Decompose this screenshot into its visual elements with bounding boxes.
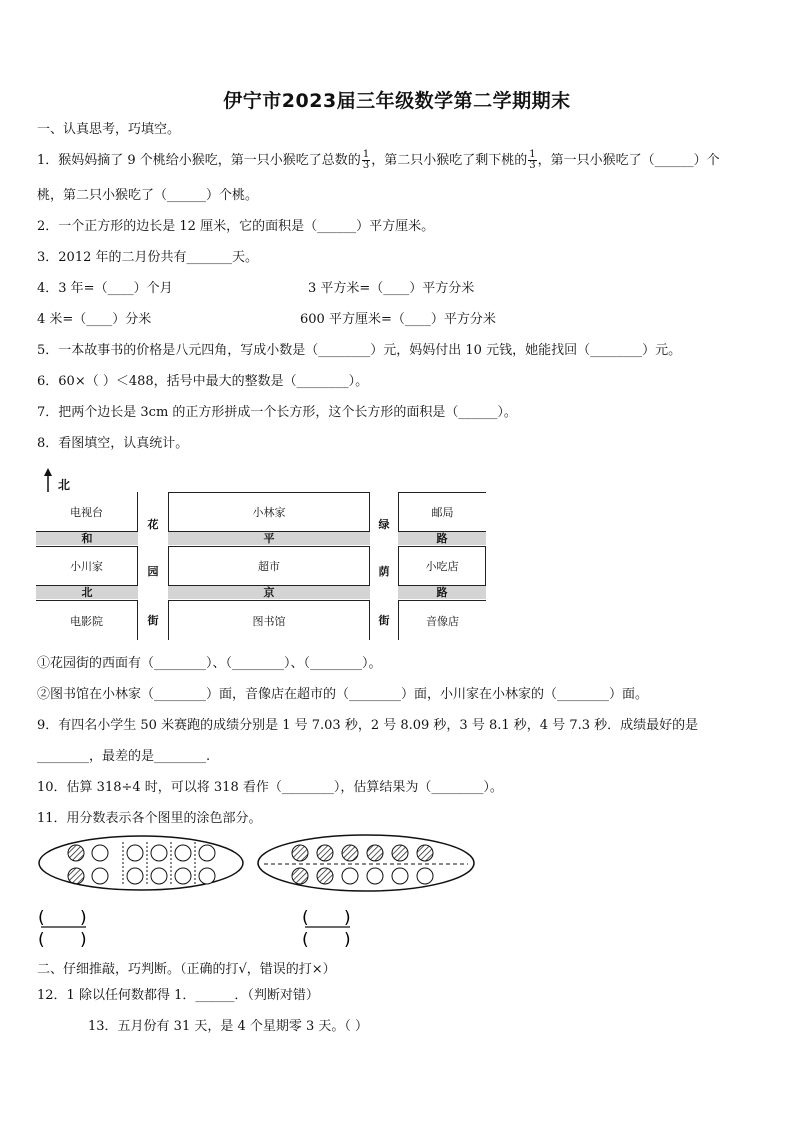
section-2-heading: 二、仔细推敲，巧判断。（正确的打√，错误的打×） bbox=[37, 962, 336, 977]
section-1-heading: 一、认真思考，巧填空。 bbox=[37, 122, 181, 137]
question-4b: 3 平方米=（____）平方分米 bbox=[308, 281, 475, 296]
svg-text:): ) bbox=[80, 908, 87, 928]
street-huayuan-label: 园 bbox=[147, 565, 159, 578]
road-beijing-segment: 北 bbox=[36, 586, 138, 599]
fraction-numerator: 1 bbox=[362, 149, 370, 160]
oval-figure-1 bbox=[36, 834, 256, 894]
oval-figure-2 bbox=[256, 832, 478, 894]
svg-text:): ) bbox=[80, 930, 87, 950]
block-xiaolin-home: 小林家 bbox=[168, 492, 370, 532]
answer-fraction-blank-2[interactable] bbox=[302, 905, 352, 951]
question-13: 13．五月份有 31 天，是 4 个星期零 3 天。（ ） bbox=[88, 1019, 369, 1034]
street-huayuan-label: 街 bbox=[147, 614, 159, 627]
block-snack-shop: 小吃店 bbox=[398, 546, 486, 586]
road-heping-segment: 路 bbox=[398, 532, 486, 545]
fraction-one-third bbox=[362, 150, 370, 171]
block-post-office: 邮局 bbox=[398, 492, 486, 532]
question-12: 12．1 除以任何数都得 1．______．（判断对错） bbox=[37, 988, 319, 1003]
street-lvyin-label: 荫 bbox=[378, 565, 390, 578]
street-huayuan-label: 花 bbox=[147, 518, 159, 531]
road-beijing-segment: 京 bbox=[168, 586, 370, 599]
question-10: 10．估算 318÷4 时，可以将 318 看作（________），估算结果为（________）。 bbox=[37, 780, 503, 795]
block-cinema: 电影院 bbox=[36, 600, 138, 640]
svg-text:(: ( bbox=[38, 930, 45, 950]
svg-text:): ) bbox=[344, 908, 351, 928]
block-music-store: 音像店 bbox=[398, 600, 486, 640]
road-beijing-segment: 路 bbox=[398, 586, 486, 599]
question-4a: 4．3 年=（____）个月 bbox=[37, 281, 173, 296]
q1-text-a: 1．猴妈妈摘了 9 个桃给小猴吃，第一只小猴吃了总数的 bbox=[37, 153, 361, 168]
fraction-one-third bbox=[528, 150, 536, 171]
fraction-numerator: 1 bbox=[529, 149, 536, 160]
street-map bbox=[36, 466, 496, 646]
q1-text-c: ，第一只小猴吃了（______）个 bbox=[537, 153, 720, 168]
question-8-1: ①花园街的西面有（________）、（________）、（________）。 bbox=[37, 656, 382, 671]
block-supermarket: 超市 bbox=[168, 546, 370, 586]
road-heping-segment: 和 bbox=[36, 532, 138, 545]
question-11: 11．用分数表示各个图里的涂色部分。 bbox=[37, 811, 262, 826]
question-6: 6．60×（ ）＜488，括号中最大的整数是（________）。 bbox=[37, 374, 369, 389]
block-tv-station: 电视台 bbox=[36, 492, 138, 532]
question-1 bbox=[37, 146, 720, 176]
question-4d: 600 平方厘米=（____）平方分米 bbox=[300, 312, 496, 327]
question-3: 3．2012 年的二月份共有_______天。 bbox=[37, 250, 258, 265]
question-9-line-1: 9．有四名小学生 50 米赛跑的成绩分别是 1 号 7.03 秒，2 号 8.09 秒，3 号 8.1 秒，4 号 7.3 秒．成绩最好的是 bbox=[37, 718, 699, 733]
question-2: 2．一个正方形的边长是 12 厘米，它的面积是（______）平方厘米。 bbox=[37, 219, 435, 234]
question-1-line-2: 桃，第二只小猴吃了（______）个桃。 bbox=[37, 188, 259, 203]
question-8: 8．看图填空，认真统计。 bbox=[37, 436, 189, 451]
road-heping-segment: 平 bbox=[168, 532, 370, 545]
question-8-2: ②图书馆在小林家（________）面，音像店在超市的（________）面，小川家在小林家的（________）面。 bbox=[37, 687, 649, 702]
block-library: 图书馆 bbox=[168, 600, 370, 640]
svg-text:(: ( bbox=[38, 908, 45, 928]
question-9-line-2: ________，最差的是________. bbox=[37, 749, 211, 764]
svg-text:(: ( bbox=[302, 908, 309, 928]
north-label: 北 bbox=[58, 478, 71, 492]
street-lvyin-label: 绿 bbox=[378, 518, 390, 531]
q1-text-b: ，第二只小猴吃了剩下桃的 bbox=[371, 153, 528, 168]
svg-text:): ) bbox=[344, 930, 351, 950]
question-4c: 4 米=（____）分米 bbox=[37, 312, 152, 327]
answer-fraction-blank-1[interactable] bbox=[38, 905, 88, 951]
question-5: 5．一本故事书的价格是八元四角，写成小数是（________）元，妈妈付出 10 元钱，她能找回（________）元。 bbox=[37, 343, 682, 358]
block-xiaochuan-home: 小川家 bbox=[36, 546, 138, 586]
page-title: 伊宁市2023届三年级数学第二学期期末 bbox=[223, 90, 571, 112]
fraction-denominator: 3 bbox=[529, 160, 536, 171]
svg-text:(: ( bbox=[302, 930, 309, 950]
street-lvyin-label: 街 bbox=[378, 614, 390, 627]
question-7: 7．把两个边长是 3cm 的正方形拼成一个长方形，这个长方形的面积是（______）。 bbox=[37, 405, 517, 420]
fraction-denominator: 3 bbox=[362, 160, 370, 171]
